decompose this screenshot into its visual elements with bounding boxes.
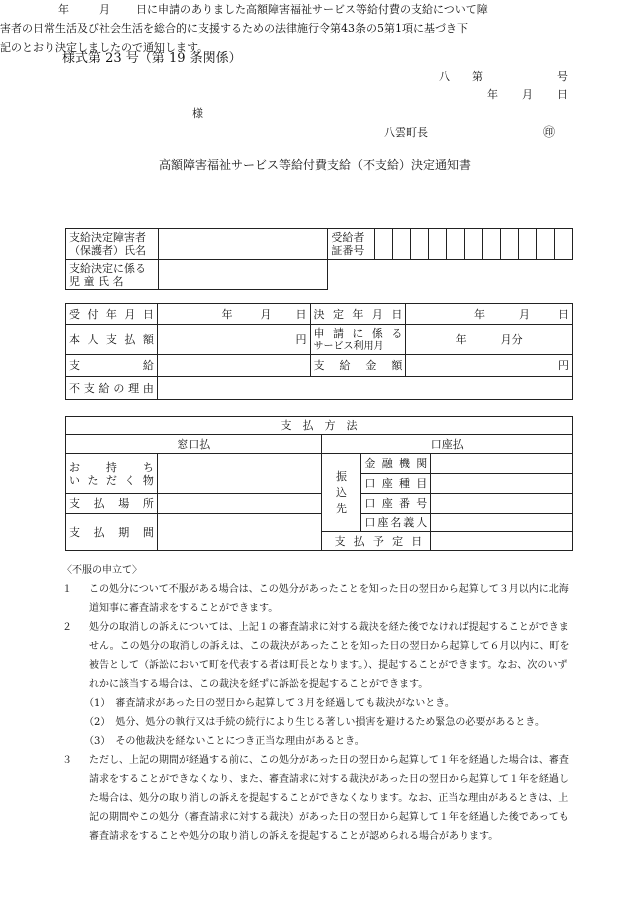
items-to-bring-field[interactable] bbox=[157, 454, 322, 494]
self-payment-label: 本人支払額 bbox=[66, 325, 158, 355]
cert-label: 受給者 証番号 bbox=[328, 229, 375, 260]
cert-digit[interactable] bbox=[411, 229, 429, 260]
bank-label: 金融機関 bbox=[361, 454, 431, 474]
received-date-field[interactable]: 年 月 日 bbox=[157, 304, 310, 325]
note-2-sub-1: （1） 審査請求があった日の翌日から起算して３月を経過しても裁決がないとき。 bbox=[84, 698, 455, 709]
blank-area bbox=[328, 260, 573, 290]
payment-place-label: 支払場所 bbox=[66, 494, 158, 514]
payment-place-field[interactable] bbox=[157, 494, 322, 514]
account-number-label: 口座番号 bbox=[361, 494, 431, 514]
notes-heading: 〈不服の申立て〉 bbox=[62, 565, 142, 576]
note-3: ３ ただし、上記の期間が経過する前に、この処分があった日の翌日から起算して１年を経過した場合は、審査請求をすることができなくなり、また、審査請求に対する裁決があった日の翌日から起算して１年を経過した場合は、処分の取り消しの訴えを提起することができなくなります。なお、正当な理由があるときは、上記の期間やこの処分（審査請求に対する裁決）があった日の翌日から起算して１年を経過した後であっても審査請求をすることや処分の取り消しの訴えを提起することが認められる場合があります。 bbox=[62, 755, 569, 842]
items-to-bring-label: お 持 ち いただく物 bbox=[66, 454, 158, 494]
intro-line1: 日に申請のありました高額障害福祉サービス等給付費の支給について障 bbox=[136, 3, 488, 16]
account-number-field[interactable] bbox=[431, 494, 573, 514]
date-month: 月 bbox=[522, 88, 533, 101]
number-prefix: 八 bbox=[439, 70, 450, 83]
account-type-field[interactable] bbox=[431, 474, 573, 494]
note-2-sub-2: （2） 処分、処分の執行又は手続の続行により生じる著しい損害を避けるため緊急の必要があるとき。 bbox=[84, 717, 545, 728]
decision-date-field[interactable]: 年 月 日 bbox=[406, 304, 573, 325]
account-holder-field[interactable] bbox=[431, 514, 573, 532]
recipient-table bbox=[65, 228, 573, 290]
form-number: 様式第 23 号（第 19 条関係） bbox=[62, 51, 242, 66]
guardian-label: 支給決定障害者 （保護者）氏名 bbox=[66, 229, 159, 260]
number-go: 号 bbox=[557, 70, 568, 83]
date-day: 日 bbox=[557, 88, 568, 101]
payment-method-table bbox=[65, 416, 573, 551]
note-2: ２ 処分の取消しの訴えについては、上記１の審査請求に対する裁決を経た後でなければ提起することができません。この処分の取消しの訴えは、この裁決があったことを知った日の翌日から起算して６月以内に、町を被告として（訴訟において町を代表する者は町長となります。）、提起することができます。なお、次のいずれかに該当する場合は、この裁決を経ずに訴訟を提起することができます。 bbox=[62, 622, 570, 690]
cert-digit[interactable] bbox=[393, 229, 411, 260]
cert-digit[interactable] bbox=[465, 229, 483, 260]
scheduled-date-field[interactable] bbox=[431, 532, 573, 551]
intro-year: 年 bbox=[58, 3, 69, 16]
received-date-label: 受付年月日 bbox=[66, 304, 158, 325]
date-year: 年 bbox=[487, 88, 498, 101]
payment-amount-field[interactable]: 円 bbox=[406, 355, 573, 377]
seal-mark: ㊞ bbox=[543, 125, 556, 139]
payment-method-header: 支 払 方 法 bbox=[66, 417, 573, 435]
transfer-destination-label: 振 込 先 bbox=[322, 454, 361, 532]
cert-digit[interactable] bbox=[537, 229, 555, 260]
document-title: 高額障害福祉サービス等給付費支給（不支給）決定通知書 bbox=[158, 158, 471, 172]
payment-period-field[interactable] bbox=[157, 514, 322, 551]
account-type-label: 口座種目 bbox=[361, 474, 431, 494]
non-payment-reason-label: 不支給の理由 bbox=[66, 377, 158, 400]
scheduled-date-label: 支払予定日 bbox=[322, 532, 431, 551]
non-payment-reason-field[interactable] bbox=[157, 377, 572, 400]
account-payment-header: 口座払 bbox=[322, 435, 573, 454]
payment-amount-label: 支給金額 bbox=[310, 355, 406, 377]
cert-digit[interactable] bbox=[429, 229, 447, 260]
self-payment-field[interactable]: 円 bbox=[157, 325, 310, 355]
decision-date-label: 決定年月日 bbox=[310, 304, 406, 325]
payment-field[interactable] bbox=[157, 355, 310, 377]
counter-payment-header: 窓口払 bbox=[66, 435, 322, 454]
cert-digit[interactable] bbox=[555, 229, 573, 260]
intro-line3: 記のとおり決定しましたので通知します。 bbox=[0, 41, 209, 54]
child-label: 支給決定に係る 児 童 氏 名 bbox=[66, 260, 159, 290]
cert-digit[interactable] bbox=[501, 229, 519, 260]
cert-digit[interactable] bbox=[375, 229, 393, 260]
cert-digit[interactable] bbox=[447, 229, 465, 260]
intro-month: 月 bbox=[99, 3, 110, 16]
guardian-name-field[interactable] bbox=[158, 229, 328, 260]
recipient-suffix: 様 bbox=[192, 107, 203, 120]
decision-table bbox=[65, 303, 573, 400]
note-2-sub-3: （3） その他裁決を経ないことにつき正当な理由があるとき。 bbox=[84, 736, 365, 747]
note-1: １ この処分について不服がある場合は、この処分があったことを知った日の翌日から起算して３月以内に北海道知事に審査請求をすることができます。 bbox=[62, 584, 569, 614]
number-dai: 第 bbox=[472, 70, 483, 83]
account-holder-label: 口座名義人 bbox=[361, 514, 431, 532]
cert-digit[interactable] bbox=[519, 229, 537, 260]
bank-field[interactable] bbox=[431, 454, 573, 474]
payment-period-label: 支払期間 bbox=[66, 514, 158, 551]
cert-digit[interactable] bbox=[483, 229, 501, 260]
appeal-notes bbox=[62, 561, 574, 846]
service-month-field[interactable]: 年 月分 bbox=[406, 325, 573, 355]
child-name-field[interactable] bbox=[158, 260, 328, 290]
service-month-label: 申 請 に 係 る サービス利用月 bbox=[310, 325, 406, 355]
payment-label: 支 給 bbox=[66, 355, 158, 377]
intro-line2: 害者の日常生活及び社会生活を総合的に支援するための法律施行令第43条の5第1項に基づき下 bbox=[0, 22, 468, 35]
issuer-name: 八雲町長 bbox=[384, 126, 428, 139]
